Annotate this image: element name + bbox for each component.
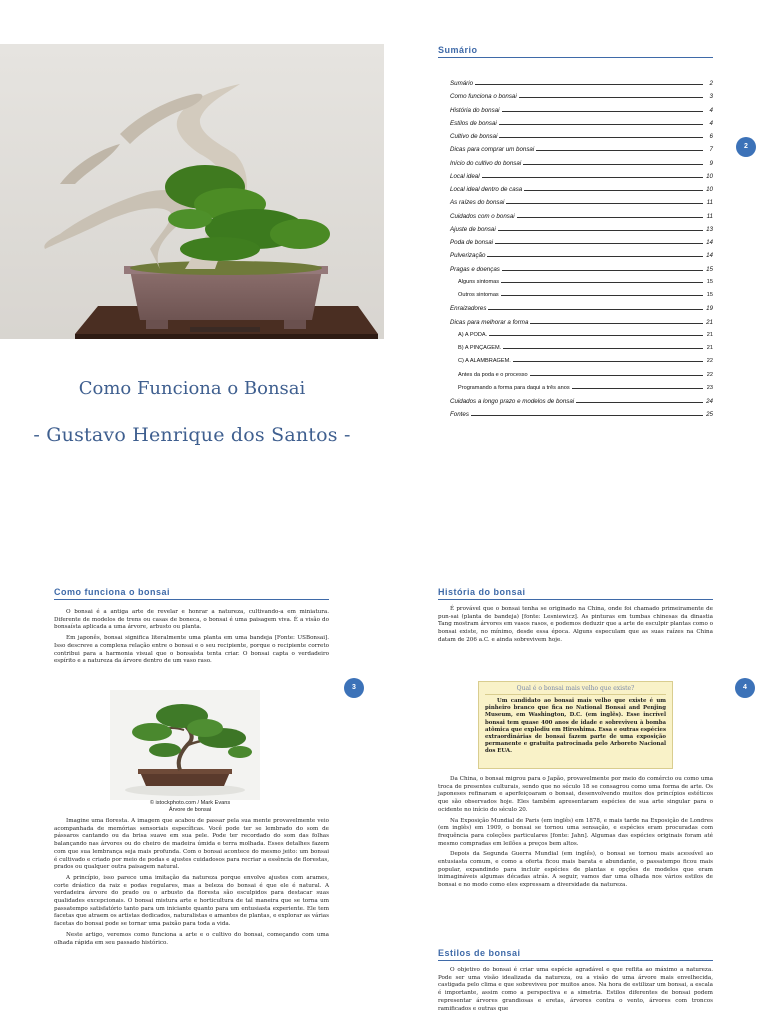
toc-entry[interactable] (450, 358, 713, 371)
toc-entry-page: 10 (706, 172, 713, 180)
estilos-body (438, 967, 713, 1016)
toc-leader-line (530, 375, 703, 376)
cover-page (0, 0, 384, 512)
paragraph: Na Exposição Mundial de Paris (em inglês) em 1878, e mais tarde na Exposição de Londres (em inglês) em 1909, o bonsai se tornou uma sensação, e espécies eram procuradas com frequência para coleções particulares [fonte: Jahn]. Algumas das espécies originais foram até mesmo compradas em leilões a preços bem altos. (438, 817, 713, 847)
toc-entry[interactable] (450, 398, 713, 411)
toc-entry[interactable] (450, 319, 713, 332)
toc-entry-label: Alguns sintomas (458, 278, 500, 285)
toc-entry-label: Estilos de bonsai (450, 119, 497, 127)
historia-heading: História do bonsai (438, 587, 713, 600)
toc-leader-line (519, 97, 703, 98)
cover-title: Como Funciona o Bonsai (78, 378, 306, 399)
toc-entry[interactable] (450, 173, 713, 186)
toc-entry-label: Outros sintomas (458, 292, 499, 298)
bonsai-tree-photo (110, 690, 260, 800)
toc-entry[interactable] (450, 133, 713, 146)
toc-entry-label: Início do cultivo do bonsai (450, 159, 522, 167)
toc-entry[interactable] (450, 226, 713, 239)
toc-entry-page: 9 (709, 159, 713, 167)
paragraph: Depois da Segunda Guerra Mundial (em inglês), o bonsai se tornou mais acessível ao entusiasta comum, e como a oferta ficou mais barata e abundante, o passatempo ficou mais popular, expandindo para incluir espécies de plantas e opções de modelos que eram inimagináveis algumas décadas atrás. A seguir, vamos dar uma olhada nos vários estilos de bonsai e no modo como eles expressam a diversidade da natureza. (438, 851, 713, 889)
page-number-badge: 4 (735, 678, 755, 698)
historia-intro (438, 606, 713, 648)
toc-entry-label: B) A PINÇAGEM. (458, 345, 502, 351)
toc-entry-label: A) A PODA. (458, 331, 488, 338)
toc-entry[interactable] (450, 146, 713, 159)
toc-entry-label: Poda de bonsai (450, 239, 494, 246)
toc-leader-line (488, 309, 703, 310)
toc-entry-page: 21 (706, 331, 713, 338)
toc-entry-label: Programando a forma para daqui a três anos (458, 384, 570, 391)
toc-leader-line (517, 217, 703, 218)
paragraph: O bonsai é a antiga arte de revelar e honrar a natureza, cultivando-a em miniatura. Diferente de modelos de trens ou casas de boneca, o bonsai é uma paisagem viva. É a visão do bonsaísta aplicada a uma árvore, arbusto ou planta. (54, 609, 329, 631)
toc-entry-page: 25 (706, 411, 713, 419)
toc-entry-label: Ajuste de bonsai (450, 225, 496, 233)
paragraph: Em japonês, bonsai significa literalmente uma planta em uma bandeja [Fonte: USBonsai]. Isso descreve a complexa relação entre o bonsai e o seu recipiente, porque o recipiente correto contribui para a harmonia visual que o bonsaísta tenta criar. O bonsai capta o verdadeiro espírito e a natureza da árvore dentro de um vaso raso. (54, 635, 329, 665)
toc-entry-label: História do bonsai (450, 106, 500, 114)
figure-caption (110, 800, 270, 814)
estilos-heading: Estilos de bonsai (438, 948, 713, 961)
toc-entry[interactable] (450, 252, 713, 265)
toc-leader-line (501, 295, 703, 296)
toc-entry[interactable] (450, 411, 713, 424)
oldest-bonsai-callout (478, 681, 673, 769)
toc-entry-label: Cuidados com o bonsai (450, 212, 515, 220)
cover-author: - Gustavo Henrique dos Santos - (33, 424, 351, 446)
toc-leader-line (502, 111, 703, 112)
toc-entry-label: Sumário (450, 80, 474, 87)
toc-entry-page: 14 (706, 239, 713, 246)
toc-entry-label: Pulverização (450, 252, 486, 260)
toc-entry-page: 4 (709, 106, 713, 114)
toc-entry[interactable] (450, 372, 713, 385)
historia-body (438, 776, 713, 893)
figure-title: Árvore de bonsai (168, 807, 212, 813)
toc-entry-page: 2 (709, 80, 713, 87)
toc-entry-page: 14 (706, 252, 713, 260)
toc-entry-page: 24 (706, 398, 713, 405)
toc-entry-page: 15 (706, 292, 713, 298)
summary-page (384, 0, 768, 512)
toc-entry-label: Cuidados a longo prazo e modelos de bonsai (450, 398, 575, 405)
toc-entry-page: 11 (706, 212, 713, 220)
toc-entry-page: 15 (706, 265, 713, 273)
toc-entry-label: Dicas para melhorar a forma (450, 318, 529, 326)
toc-entry-page: 11 (706, 199, 713, 207)
toc-leader-line (523, 164, 703, 165)
toc-entry[interactable] (450, 385, 713, 398)
toc-entry[interactable] (450, 239, 713, 252)
figure-credit: © istockphoto.com / Mark Evans (149, 800, 231, 806)
toc-entry-label: Como funciona o bonsai (450, 93, 517, 101)
toc-entry-label: Pragas e doenças (450, 265, 500, 273)
toc-leader-line (524, 190, 703, 191)
paragraph: Imagine uma floresta. A imagem que acabou de passar pela sua mente provavelmente veio acompanhada de memórias sensoriais específicas. Você pode ter se lembrado do som de pássaros cantando ou da brisa suave em sua pele. Pode ter recordado do som das folhas balançando nas árvores ou do cheiro de madeira úmida e terra molhada. Esses detalhes fazem com que sua lembrança seja mais profunda. Com o bonsai acontece do mesmo jeito: um bonsai é cultivado e criado por meio de podas e ajustes cuidadosos para recriar a essência de florestas, prados ou qualquer outra paisagem natural. (54, 818, 329, 871)
toc-entry[interactable] (450, 93, 713, 106)
toc-leader-line (498, 230, 703, 231)
toc-entry-page: 6 (709, 133, 713, 140)
toc-entry-page: 7 (709, 146, 713, 154)
toc-entry-page: 21 (706, 318, 713, 326)
toc-entry-label: Local ideal dentro de casa (450, 186, 523, 193)
toc-entry-page: 23 (706, 384, 713, 391)
toc-entry-label: C) A ALAMBRAGEM. (458, 358, 511, 365)
page-number-badge: 2 (736, 137, 756, 157)
como-funciona-heading: Como funciona o bonsai (54, 587, 329, 600)
toc-leader-line (502, 270, 703, 271)
toc-leader-line (501, 282, 703, 283)
toc-entry[interactable] (450, 160, 713, 173)
toc-entry-page: 3 (709, 93, 713, 101)
toc-leader-line (576, 402, 703, 403)
toc-entry[interactable] (450, 199, 713, 212)
toc-leader-line (475, 84, 703, 85)
como-funciona-intro (54, 609, 329, 669)
toc-leader-line (489, 335, 703, 336)
summary-heading: Sumário (438, 45, 713, 58)
toc-entry-label: Fontes (450, 411, 469, 419)
toc-leader-line (471, 415, 703, 416)
toc-entry[interactable] (450, 213, 713, 226)
toc-entry-page: 13 (706, 225, 713, 233)
toc-entry-label: As raízes do bonsai (450, 199, 505, 207)
toc-entry-page: 10 (706, 186, 713, 193)
callout-text: Um candidato ao bonsai mais velho que existe é um pinheiro branco que fica no National Bonsai and Penjing Museum, em Washington, D.C. (em inglês). Esse incrível bonsai tem quase 400 anos de idade e sobreviveu à bomba atômica que explodiu em Hiroshima. Essa e outras espécies extraordinárias de bonsai fazem parte de uma exposição permanente e gratuita patrocinada pelo Arboreto Nacional dos EUA. (485, 698, 666, 755)
page-number-badge: 3 (344, 678, 364, 698)
table-of-contents (450, 80, 713, 425)
toc-entry-page: 4 (709, 119, 713, 127)
toc-leader-line (499, 137, 703, 138)
paragraph: É provável que o bonsai tenha se originado na China, onde foi chamado primeiramente de pun-sai (planta de bandeja) [fonte: Lesniewicz]. As pinturas em tumbas chinesas da dinastia Tang mostram árvores em vasos rasos, e podemos deduzir que a arte de esculpir plantas como o bonsai existe, no mínimo, desde essa época. Alguns especulam que as suas raízes na China datam de 206 a.C. e ainda sobrevivem hoje. (438, 606, 713, 643)
toc-leader-line (530, 323, 703, 324)
toc-entry-page: 19 (706, 305, 713, 313)
toc-leader-line (495, 243, 703, 244)
paragraph: A princípio, isso parece uma imitação da natureza porque envolve ajustes com arames, corte drástico da raiz e podas regulares, mas a beleza do bonsai é que ele é natural. A verdadeira árvore do prado ou o arbusto da floresta são esculpidos para destacar suas qualidades excepcionais. O bonsai mistura arte e horticultura de tal maneira que se torna um passatempo satisfatório tanto para um iniciante quanto para um entusiasta experiente. Ele tem facetas que atraem os artistas dedicados, naturalistas e amantes de plantas, e explorar as várias facetas do bonsai pode se tornar uma paixão para toda a vida. (54, 874, 329, 928)
toc-entry[interactable] (450, 305, 713, 318)
toc-leader-line (499, 124, 703, 125)
cover-bonsai-photo (0, 44, 384, 339)
paragraph: O objetivo do bonsai é criar uma espécie agradável e que reflita ao máximo a natureza. Pode ser uma visão idealizada da natureza, ou a visão de uma árvore mais envelhecida, castigada pelo clima e que sobreviveu por muitos anos. Na hora de estilizar um bonsai, a escala é importante, assim como a perspectiva e a simetria. Estilos diferentes de bonsai podem representar árvores grandiosas e eretas, árvores contra o vento, árvores com troncos ramificados e outras que (438, 967, 713, 1012)
toc-leader-line (513, 361, 703, 362)
toc-entry[interactable] (450, 120, 713, 133)
toc-leader-line (482, 177, 703, 178)
toc-entry-page: 21 (706, 345, 713, 351)
callout-title: Qual é o bonsai mais velho que existe? (485, 685, 666, 695)
paragraph: Neste artigo, veremos como funciona a arte e o cultivo do bonsai, começando com uma olhada rápida em seu passado histórico. (54, 931, 329, 946)
toc-entry-label: Antes da poda e o processo (458, 371, 528, 378)
toc-leader-line (506, 203, 703, 204)
toc-entry-page: 22 (706, 371, 713, 378)
paragraph: Da China, o bonsai migrou para o Japão, provavelmente por meio do comércio ou como uma troca de presentes culturais, sendo que no século 18 se consagrou como uma forma de arte. Os japoneses refinaram e aperfeiçoaram o bonsai, desenvolvendo muitos dos princípios estéticos que são observados hoje. Eles também apresentaram espécies de sua arte singular para o ocidente no início do século 20. (438, 776, 713, 813)
toc-entry-page: 15 (706, 278, 713, 285)
toc-leader-line (487, 256, 703, 257)
toc-entry[interactable] (450, 345, 713, 358)
toc-entry[interactable] (450, 279, 713, 292)
toc-leader-line (503, 348, 703, 349)
toc-entry[interactable] (450, 186, 713, 199)
toc-entry-label: Local ideal (450, 172, 480, 180)
toc-entry[interactable] (450, 292, 713, 305)
toc-entry[interactable] (450, 266, 713, 279)
toc-entry-label: Dicas para comprar um bonsai (450, 146, 535, 154)
toc-entry[interactable] (450, 107, 713, 120)
toc-entry[interactable] (450, 332, 713, 345)
toc-entry-label: Cultivo de bonsai (450, 133, 498, 140)
como-funciona-body (54, 818, 329, 950)
toc-entry-label: Enraizadores (450, 305, 487, 313)
toc-leader-line (536, 150, 703, 151)
toc-entry-page: 22 (706, 358, 713, 365)
toc-entry[interactable] (450, 80, 713, 93)
toc-leader-line (572, 388, 703, 389)
